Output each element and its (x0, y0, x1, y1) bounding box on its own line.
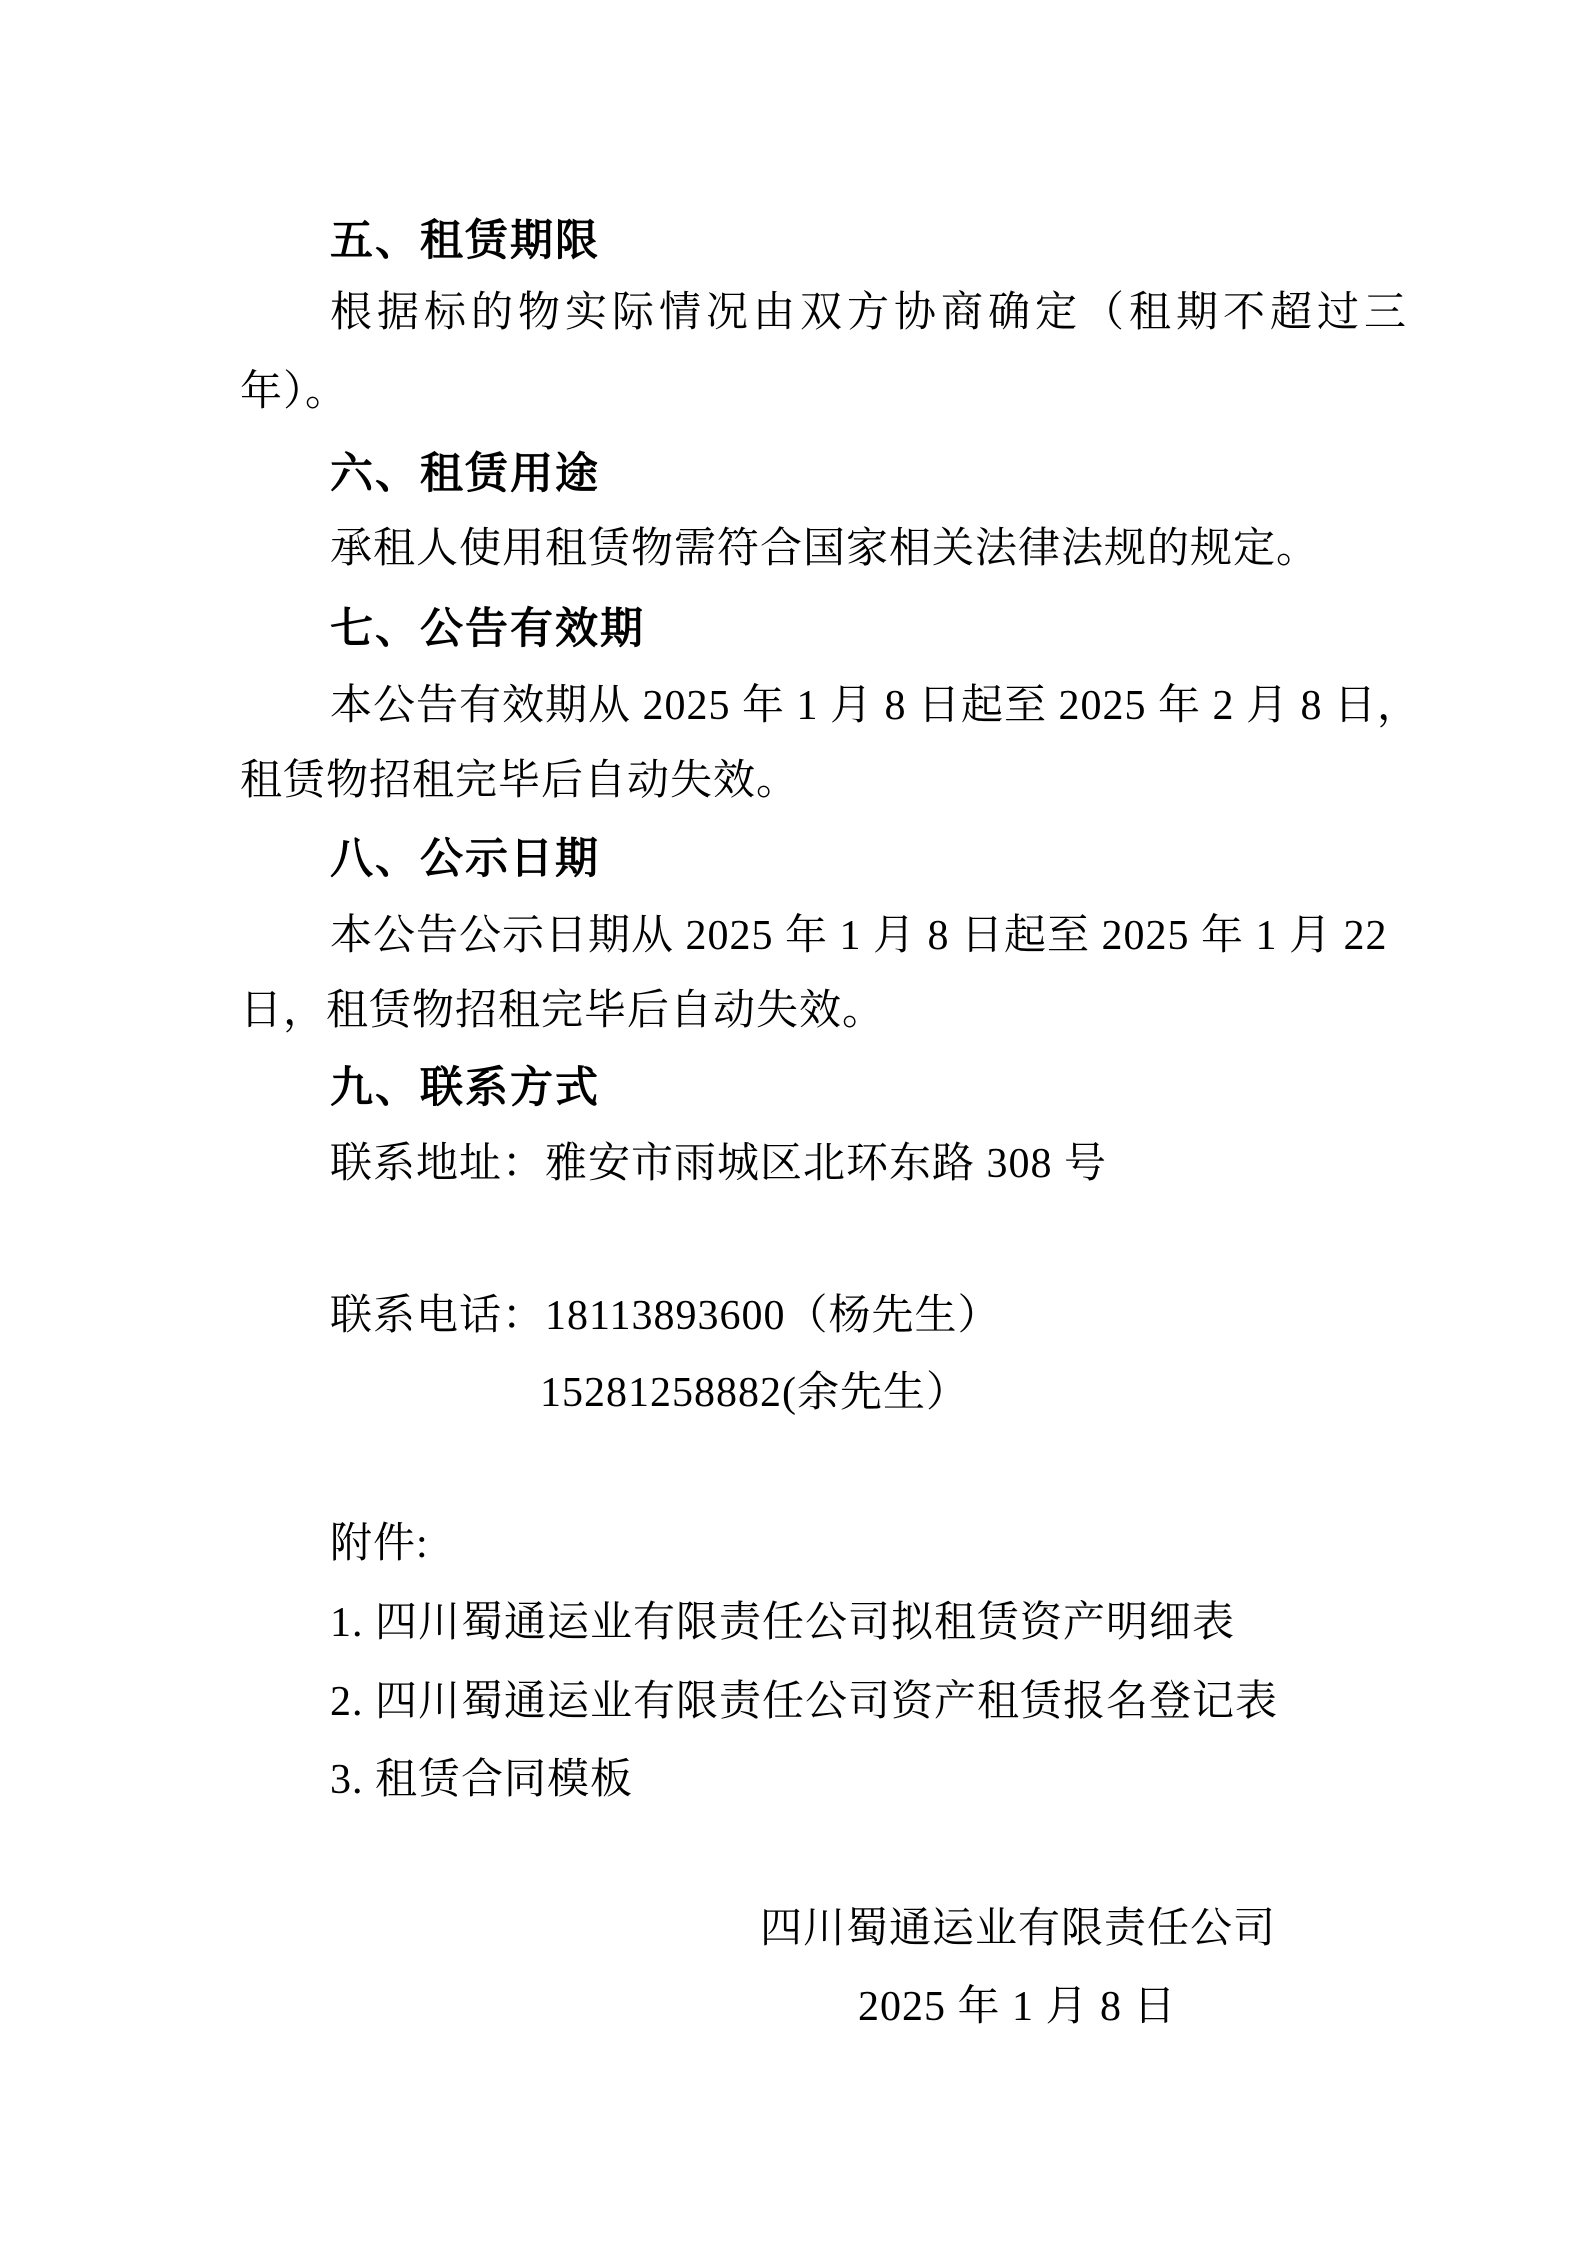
section-7-paragraph-line-2: 租赁物招租完毕后自动失效。 (240, 758, 800, 804)
attachments-label: 附件: (330, 1521, 429, 1567)
section-6-heading: 六、租赁用途 (330, 450, 600, 498)
section-8-heading: 八、公示日期 (330, 835, 600, 883)
section-7-paragraph-line-1: 本公告有效期从 2025 年 1 月 8 日起至 2025 年 2 月 8 日， (330, 683, 1421, 729)
contact-phone-line-2: 15281258882(余先生） (540, 1370, 969, 1416)
section-8-paragraph-line-2: 日，租赁物招租完毕后自动失效。 (240, 988, 886, 1034)
attachment-item-2: 2. 四川蜀通运业有限责任公司资产租赁报名登记表 (330, 1679, 1279, 1725)
section-6-paragraph-line-1: 承租人使用租赁物需符合国家相关法律法规的规定。 (330, 526, 1320, 572)
section-5-paragraph-line-1: 根据标的物实际情况由双方协商确定（租期不超过三 (330, 290, 1412, 336)
signature-company: 四川蜀通运业有限责任公司 (760, 1906, 1277, 1952)
contact-phone-line-1: 联系电话：18113893600（杨先生） (330, 1293, 1001, 1339)
section-5-paragraph-line-2: 年）。 (240, 369, 349, 415)
section-7-heading: 七、公告有效期 (330, 605, 645, 653)
signature-date: 2025 年 1 月 8 日 (858, 1984, 1177, 2030)
contact-address-line: 联系地址：雅安市雨城区北环东路 308 号 (330, 1141, 1108, 1187)
section-9-heading: 九、联系方式 (330, 1064, 600, 1112)
section-8-paragraph-line-1: 本公告公示日期从 2025 年 1 月 8 日起至 2025 年 1 月 22 (330, 913, 1388, 959)
attachment-item-3: 3. 租赁合同模板 (330, 1757, 634, 1803)
section-5-heading: 五、租赁期限 (330, 217, 600, 265)
attachment-item-1: 1. 四川蜀通运业有限责任公司拟租赁资产明细表 (330, 1600, 1236, 1646)
